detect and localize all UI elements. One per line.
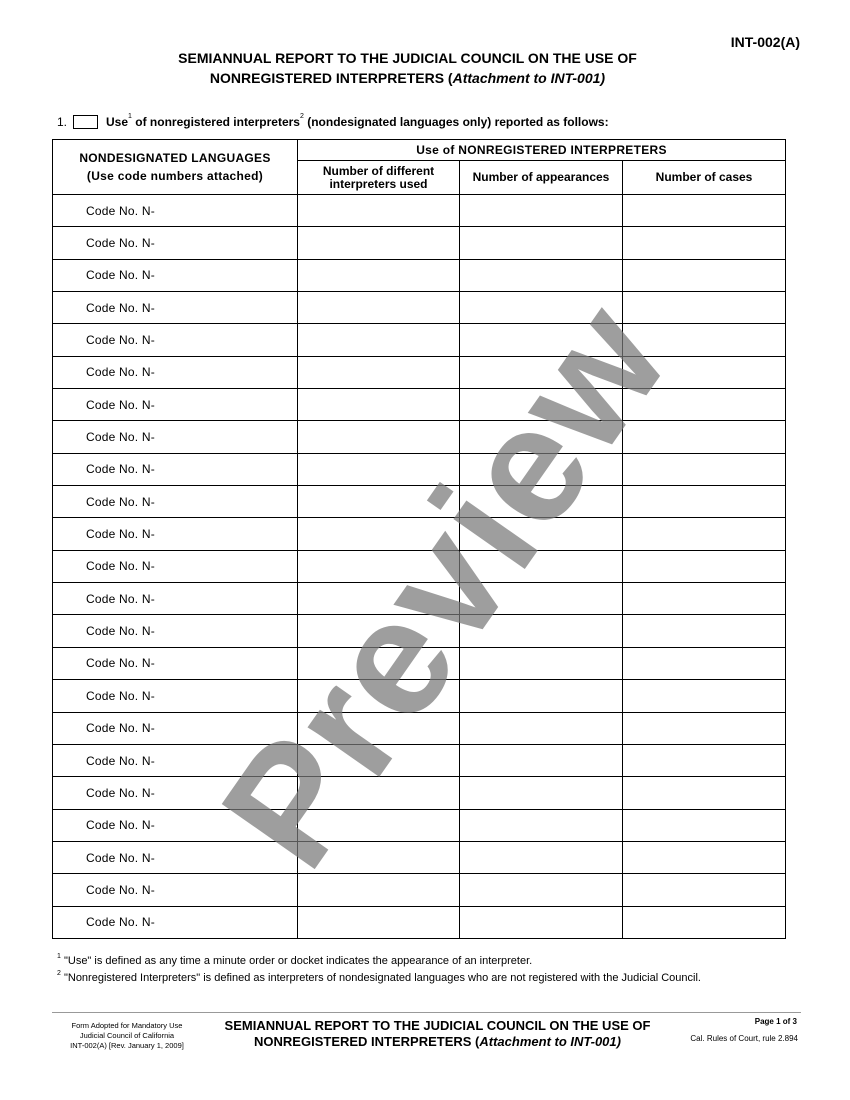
interpreters-cell[interactable] [298,292,460,324]
footer-title-line2 [205,1034,670,1049]
appearances-cell[interactable] [460,583,623,615]
interpreters-cell[interactable] [298,324,460,356]
table-body [53,195,786,939]
table-row [53,615,786,647]
footer-form-info [52,1021,202,1051]
cases-cell[interactable] [623,841,786,873]
interpreters-cell[interactable] [298,227,460,259]
appearances-cell[interactable] [460,874,623,906]
item-1-checkbox[interactable] [73,115,98,129]
table-row [53,583,786,615]
table-row [53,744,786,776]
table-row [53,874,786,906]
cases-cell[interactable] [623,906,786,938]
languages-column-header [53,140,298,195]
appearances-cell[interactable] [460,647,623,679]
appearances-cell[interactable] [460,680,623,712]
appearances-cell[interactable] [460,356,623,388]
interpreters-header-line2: interpreters used [329,176,428,191]
code-number-label[interactable]: Code No. N- [53,744,298,776]
code-number-label[interactable]: Code No. N- [53,550,298,582]
code-number-label[interactable]: Code No. N- [53,647,298,679]
interpreters-cell[interactable] [298,906,460,938]
preview-watermark: Preview [186,270,703,899]
cases-cell[interactable] [623,356,786,388]
footnote-1-number: 1 [57,953,61,960]
cases-cell[interactable] [623,647,786,679]
appearances-cell[interactable] [460,227,623,259]
table-row [53,453,786,485]
cases-cell[interactable] [623,809,786,841]
interpreters-cell[interactable] [298,389,460,421]
cases-cell[interactable] [623,615,786,647]
code-number-label[interactable]: Code No. N- [53,356,298,388]
interpreters-cell[interactable] [298,744,460,776]
usage-group-header: Use of NONREGISTERED INTERPRETERS [298,140,786,161]
page-title-line2-main: NONREGISTERED INTERPRETERS ( [209,70,453,86]
appearances-cell[interactable] [460,906,623,938]
footer-title-line2-italic: Attachment to INT-001) [479,1034,621,1049]
footnote-1 [57,955,532,967]
appearances-cell[interactable] [460,841,623,873]
table-row [53,647,786,679]
interpreters-cell[interactable] [298,680,460,712]
code-number-label[interactable]: Code No. N- [53,777,298,809]
cases-column-header: Number of cases [623,161,786,195]
table-row [53,680,786,712]
code-number-label[interactable]: Code No. N- [53,841,298,873]
cases-cell[interactable] [623,874,786,906]
code-number-label[interactable]: Code No. N- [53,874,298,906]
code-number-label[interactable]: Code No. N- [53,486,298,518]
interpreters-cell[interactable] [298,550,460,582]
appearances-cell[interactable] [460,453,623,485]
languages-header-line1: NONDESIGNATED LANGUAGES [79,151,271,165]
table-row [53,841,786,873]
table-row [53,259,786,291]
interpreters-cell[interactable] [298,518,460,550]
appearances-cell[interactable] [460,421,623,453]
cases-cell[interactable] [623,259,786,291]
table-row [53,550,786,582]
item-1-number: 1. [57,115,68,129]
code-number-label[interactable]: Code No. N- [53,712,298,744]
interpreters-cell[interactable] [298,615,460,647]
interpreters-cell[interactable] [298,647,460,679]
appearances-cell[interactable] [460,389,623,421]
interpreters-cell[interactable] [298,583,460,615]
appearances-cell[interactable] [460,712,623,744]
page-title-line1: SEMIANNUAL REPORT TO THE JUDICIAL COUNCIL ON THE USE OF [178,50,637,66]
cases-cell[interactable] [623,680,786,712]
table-row [53,195,786,227]
code-number-label[interactable]: Code No. N- [53,809,298,841]
interpreter-usage-table [52,139,786,939]
appearances-cell[interactable] [460,195,623,227]
code-number-label[interactable]: Code No. N- [53,518,298,550]
appearances-cell[interactable] [460,744,623,776]
cases-cell[interactable] [623,518,786,550]
code-number-label[interactable]: Code No. N- [53,195,298,227]
interpreters-cell[interactable] [298,453,460,485]
interpreters-cell[interactable] [298,421,460,453]
page-title-line2-italic: Attachment to INT-001) [452,70,606,86]
code-number-label[interactable]: Code No. N- [53,227,298,259]
table-row [53,292,786,324]
appearances-cell[interactable] [460,809,623,841]
cases-cell[interactable] [623,421,786,453]
table-row [53,906,786,938]
cases-cell[interactable] [623,195,786,227]
appearances-cell[interactable] [460,550,623,582]
interpreters-cell[interactable] [298,777,460,809]
item-1-end: (nondesignated languages only) reported as follows: [307,115,609,129]
table-row [53,324,786,356]
cases-cell[interactable] [623,712,786,744]
footer-left-line3: INT-002(A) [Rev. January 1, 2009] [70,1041,184,1050]
languages-header-line2: (Use code numbers attached) [86,169,264,183]
interpreters-cell[interactable] [298,259,460,291]
court-rule-reference: Cal. Rules of Court, rule 2.894 [690,1034,798,1043]
appearances-cell[interactable] [460,615,623,647]
footnote-2-text: "Nonregistered Interpreters" is defined as interpreters of nondesignated languages who are not registered with the Judicial Council. [63,972,701,984]
cases-cell[interactable] [623,324,786,356]
cases-cell[interactable] [623,744,786,776]
table-row [53,421,786,453]
code-number-label[interactable]: Code No. N- [53,906,298,938]
table-row [53,518,786,550]
footnote-1-text: "Use" is defined as any time a minute order or docket indicates the appearance of an interpreter. [63,955,533,967]
page-title-line2 [0,70,815,86]
item-1-mid: of nonregistered interpreters [135,115,300,129]
footer-left-line2: Judicial Council of California [79,1031,175,1040]
appearances-cell[interactable] [460,324,623,356]
cases-cell[interactable] [623,777,786,809]
code-number-label[interactable]: Code No. N- [53,453,298,485]
footer-title-line2-main: NONREGISTERED INTERPRETERS ( [254,1034,480,1049]
code-number-label[interactable]: Code No. N- [53,421,298,453]
interpreters-cell[interactable] [298,486,460,518]
table-row [53,227,786,259]
code-number-label[interactable]: Code No. N- [53,292,298,324]
footnote-2 [57,972,701,984]
cases-cell[interactable] [623,486,786,518]
interpreters-cell[interactable] [298,195,460,227]
cases-cell[interactable] [623,389,786,421]
footer-divider [52,1012,801,1013]
interpreters-cell[interactable] [298,874,460,906]
interpreters-column-header [298,161,460,195]
table-row [53,356,786,388]
item-1-sup2: 2 [299,113,304,120]
code-number-label[interactable]: Code No. N- [53,583,298,615]
item-1 [57,113,609,131]
appearances-cell[interactable] [460,518,623,550]
item-1-sup1: 1 [128,113,132,120]
appearances-cell[interactable] [460,259,623,291]
interpreters-header-line1: Number of different [322,163,435,178]
interpreters-cell[interactable] [298,356,460,388]
cases-cell[interactable] [623,227,786,259]
code-number-label[interactable]: Code No. N- [53,324,298,356]
code-number-label[interactable]: Code No. N- [53,259,298,291]
cases-cell[interactable] [623,453,786,485]
footnote-2-number: 2 [57,970,61,977]
cases-cell[interactable] [623,583,786,615]
item-1-text [106,115,609,129]
appearances-cell[interactable] [460,292,623,324]
form-number: INT-002(A) [730,34,800,50]
interpreters-cell[interactable] [298,809,460,841]
interpreters-cell[interactable] [298,712,460,744]
interpreters-cell[interactable] [298,841,460,873]
code-number-label[interactable]: Code No. N- [53,680,298,712]
page-number: Page 1 of 3 [754,1017,797,1026]
appearances-cell[interactable] [460,486,623,518]
item-1-use: Use [106,115,129,129]
table-row [53,809,786,841]
code-number-label[interactable]: Code No. N- [53,615,298,647]
cases-cell[interactable] [623,292,786,324]
cases-cell[interactable] [623,550,786,582]
appearances-cell[interactable] [460,777,623,809]
footer-title-line1: SEMIANNUAL REPORT TO THE JUDICIAL COUNCIL ON THE USE OF [224,1018,651,1033]
appearances-column-header: Number of appearances [460,161,623,195]
table-row [53,777,786,809]
table-row [53,712,786,744]
table-row [53,486,786,518]
footer-left-line1: Form Adopted for Mandatory Use [71,1021,183,1030]
code-number-label[interactable]: Code No. N- [53,389,298,421]
table-row [53,389,786,421]
